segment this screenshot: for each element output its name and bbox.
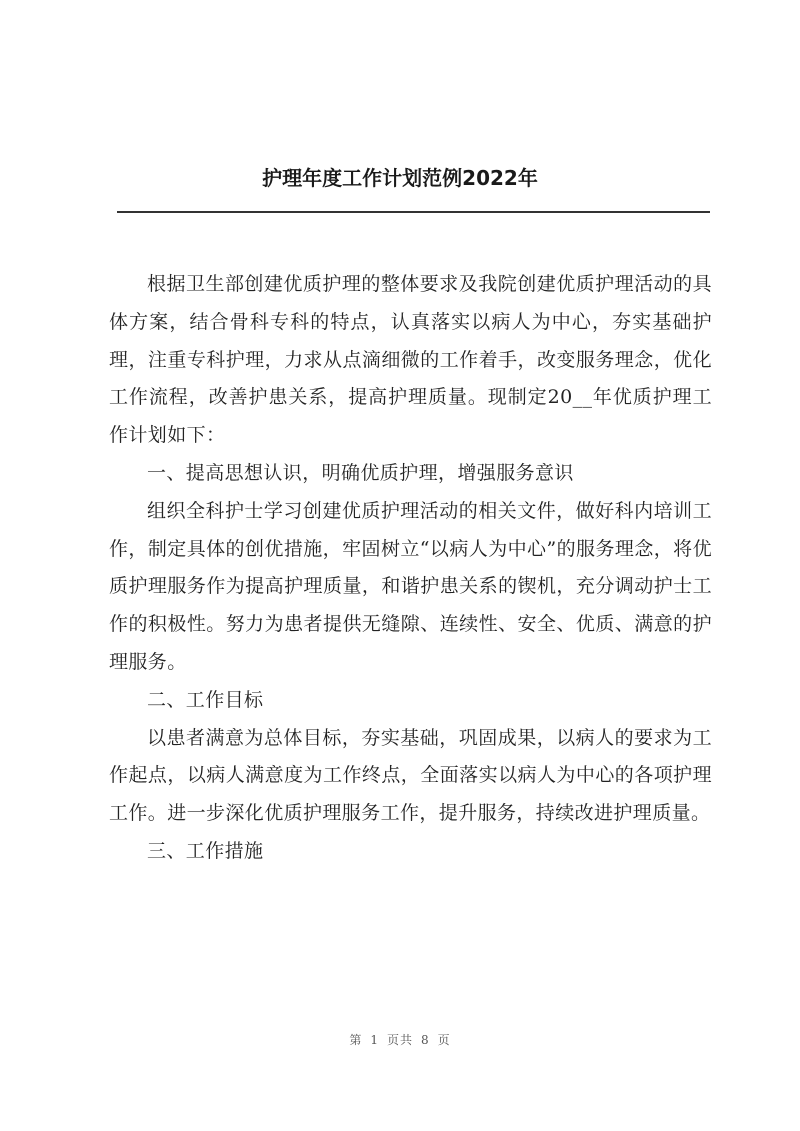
page-footer xyxy=(0,1031,800,1049)
section-heading-1: 一、提高思想认识，明确优质护理，增强服务意识 xyxy=(147,461,574,484)
footer-label-di: 第 xyxy=(349,1033,363,1047)
section-heading-2: 二、工作目标 xyxy=(147,688,264,711)
document-body xyxy=(109,266,712,871)
document-title: 护理年度工作计划范例2022年 xyxy=(262,166,538,190)
paragraph-intro: 根据卫生部创建优质护理的整体要求及我院创建优质护理活动的具体方案，结合骨科专科的特点，认真落实以病人为中心，夯实基础护理，注重专科护理，力求从点滴细微的工作着手，改变服务理念，优化工作流程，改善护患关系，提高护理质量。现制定20__年优质护理工作计划如下： xyxy=(109,273,712,447)
footer-total-pages: 8 xyxy=(421,1033,430,1047)
paragraph-section-2: 以患者满意为总体目标，夯实基础，巩固成果，以病人的要求为工作起点，以病人满意度为工作终点，全面落实以病人为中心的各项护理工作。进一步深化优质护理服务工作，提升服务，持续改进护理质量。 xyxy=(109,726,712,825)
footer-label-ye-gong: 页共 xyxy=(386,1033,413,1047)
section-heading-3: 三、工作措施 xyxy=(147,839,264,862)
title-divider xyxy=(117,211,710,213)
footer-label-ye: 页 xyxy=(437,1033,451,1047)
footer-current-page: 1 xyxy=(370,1033,379,1047)
paragraph-section-1: 组织全科护士学习创建优质护理活动的相关文件，做好科内培训工作，制定具体的创优措施，牢固树立“以病人为中心”的服务理念，将优质护理服务作为提高护理质量，和谐护患关系的锲机，充分调动护士工作的积极性。努力为患者提供无缝隙、连续性、安全、优质、满意的护理服务。 xyxy=(109,499,712,673)
